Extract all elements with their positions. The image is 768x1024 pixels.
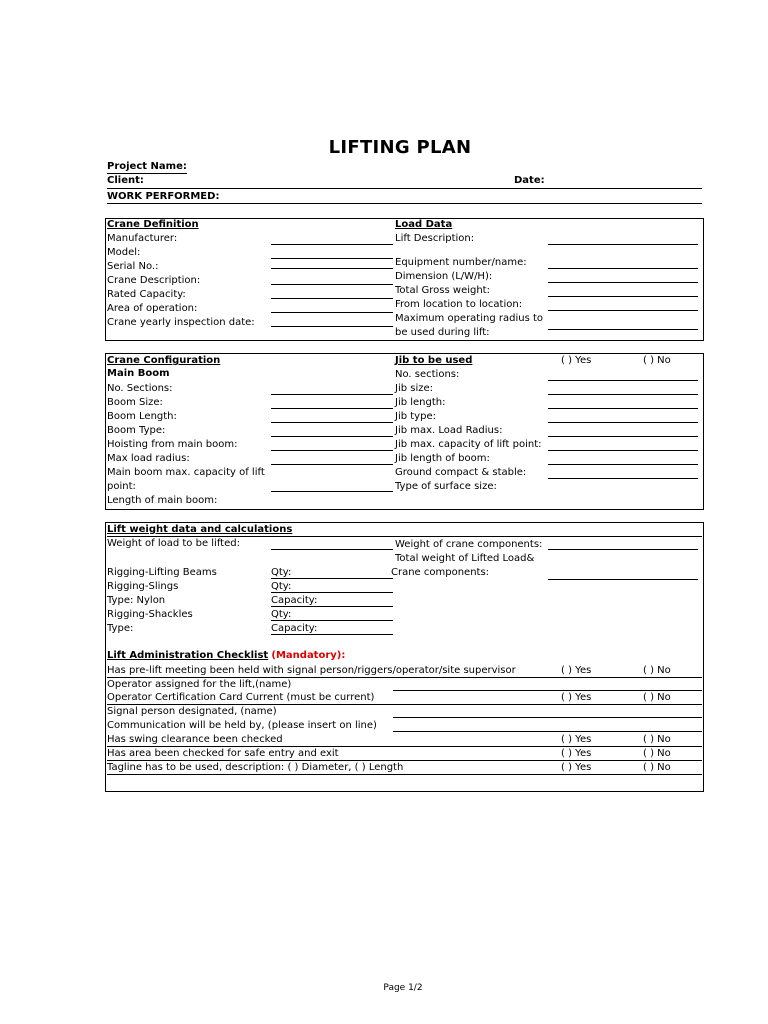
communication-field[interactable]: [393, 731, 702, 732]
jib-length-label: Jib length:: [395, 397, 446, 408]
max-load-radius-field[interactable]: [271, 464, 393, 465]
jib-size-field[interactable]: [548, 394, 698, 395]
rigging-shackles-label: Rigging-Shackles: [107, 609, 193, 620]
page-number: Page 1/2: [383, 983, 423, 993]
area-operation-field[interactable]: [271, 312, 393, 313]
model-field[interactable]: [271, 258, 393, 259]
total-weight-label-1: Total weight of Lifted Load&: [395, 553, 535, 564]
equipment-label: Equipment number/name:: [395, 257, 527, 268]
document-title: LIFTING PLAN: [328, 137, 472, 158]
jib-sections-field[interactable]: [548, 380, 698, 381]
from-to-label: From location to location:: [395, 299, 523, 310]
prelift-yes-option[interactable]: ( ) Yes: [561, 665, 592, 676]
checklist-item-operator: Operator assigned for the lift,(name): [107, 679, 292, 690]
weight-load-field[interactable]: [271, 549, 393, 550]
jib-yes-option[interactable]: ( ) Yes: [561, 355, 592, 366]
checklist-item-area: Has area been checked for safe entry and exit: [107, 748, 339, 759]
nylon-capacity-field[interactable]: [271, 606, 393, 607]
manufacturer-label: Manufacturer:: [107, 233, 178, 244]
radius-label-2: be used during lift:: [395, 327, 490, 338]
lift-weight-heading-line: [107, 536, 702, 537]
checklist-row-line: [107, 746, 702, 747]
jib-type-label: Jib type:: [395, 411, 436, 422]
jib-size-label: Jib size:: [395, 383, 434, 394]
boom-capacity-field[interactable]: [271, 491, 393, 492]
boom-sections-field[interactable]: [271, 394, 393, 395]
from-to-field[interactable]: [548, 310, 698, 311]
shackles-qty-label: Qty:: [271, 609, 292, 620]
area-operation-label: Area of operation:: [107, 303, 198, 314]
boom-capacity-label-2: point:: [107, 481, 136, 492]
boom-type-label: Boom Type:: [107, 425, 166, 436]
project-name-label: Project Name:: [107, 161, 187, 172]
jib-type-field[interactable]: [548, 422, 698, 423]
certification-yes-option[interactable]: ( ) Yes: [561, 692, 592, 703]
surface-type-label: Type of surface size:: [395, 481, 497, 492]
crane-description-label: Crane Description:: [107, 275, 201, 286]
type-nylon-label: Type: Nylon: [107, 595, 166, 606]
jib-max-radius-field[interactable]: [548, 436, 698, 437]
operator-name-field[interactable]: [393, 690, 702, 691]
max-load-radius-label: Max load radius:: [107, 453, 190, 464]
slings-qty-field[interactable]: [271, 592, 393, 593]
jib-max-capacity-label: Jib max. capacity of lift point:: [395, 439, 542, 450]
boom-capacity-label-1: Main boom max. capacity of lift: [107, 467, 265, 478]
signal-person-field[interactable]: [393, 717, 702, 718]
model-label: Model:: [107, 247, 141, 258]
tagline-no-option[interactable]: ( ) No: [643, 762, 671, 773]
main-boom-length-label: Length of main boom:: [107, 495, 218, 506]
dimension-label: Dimension (L/W/H):: [395, 271, 493, 282]
ground-compact-label: Ground compact & stable:: [395, 467, 527, 478]
checklist-item-signal: Signal person designated, (name): [107, 706, 277, 717]
jib-no-option[interactable]: ( ) No: [643, 355, 671, 366]
shackle-capacity-label: Capacity:: [271, 623, 318, 634]
lift-weight-heading: Lift weight data and calculations: [107, 524, 293, 535]
work-performed-label: WORK PERFORMED:: [107, 191, 220, 202]
checklist-row-line: [107, 704, 702, 705]
boom-type-field[interactable]: [271, 436, 393, 437]
client-label: Client:: [107, 175, 144, 186]
boom-sections-label: No. Sections:: [107, 383, 173, 394]
radius-field[interactable]: [548, 329, 698, 330]
checklist-item-communication: Communication will be held by, (please insert on line): [107, 720, 377, 731]
jib-length-boom-field[interactable]: [548, 464, 698, 465]
client-line: [107, 188, 702, 189]
rigging-slings-label: Rigging-Slings: [107, 581, 179, 592]
shackle-capacity-field[interactable]: [271, 634, 393, 635]
checklist-heading-row: [107, 650, 345, 662]
jib-heading: Jib to be used: [395, 355, 473, 366]
equipment-field[interactable]: [548, 268, 698, 269]
rated-capacity-label: Rated Capacity:: [107, 289, 186, 300]
area-yes-option[interactable]: ( ) Yes: [561, 748, 592, 759]
crane-definition-heading: Crane Definition: [107, 219, 199, 230]
serial-label: Serial No.:: [107, 261, 159, 272]
prelift-no-option[interactable]: ( ) No: [643, 665, 671, 676]
shackle-type-label: Type:: [107, 623, 134, 634]
nylon-capacity-label: Capacity:: [271, 595, 318, 606]
mandatory-label: (Mandatory):: [271, 650, 346, 661]
boom-length-field[interactable]: [271, 422, 393, 423]
checklist-item-swing: Has swing clearance been checked: [107, 734, 283, 745]
rigging-beams-label: Rigging-Lifting Beams: [107, 567, 217, 578]
checklist-row-line: [107, 677, 702, 678]
jib-length-boom-label: Jib length of boom:: [395, 453, 490, 464]
certification-no-option[interactable]: ( ) No: [643, 692, 671, 703]
boom-size-field[interactable]: [271, 408, 393, 409]
gross-weight-label: Total Gross weight:: [395, 285, 490, 296]
area-no-option[interactable]: ( ) No: [643, 748, 671, 759]
jib-max-radius-label: Jib max. Load Radius:: [395, 425, 503, 436]
total-weight-label-2: Crane components:: [391, 567, 490, 578]
jib-length-field[interactable]: [548, 408, 698, 409]
weight-components-field[interactable]: [548, 549, 698, 550]
main-boom-heading: Main Boom: [107, 368, 170, 379]
dimension-field[interactable]: [548, 282, 698, 283]
swing-yes-option[interactable]: ( ) Yes: [561, 734, 592, 745]
hoisting-field[interactable]: [271, 450, 393, 451]
checklist-item-certification: Operator Certification Card Current (must be current): [107, 692, 375, 703]
inspection-date-label: Crane yearly inspection date:: [107, 317, 255, 328]
radius-label-1: Maximum operating radius to: [395, 313, 544, 324]
beams-qty-field[interactable]: [271, 578, 393, 579]
crane-description-field[interactable]: [271, 284, 393, 285]
swing-no-option[interactable]: ( ) No: [643, 734, 671, 745]
rated-capacity-field[interactable]: [271, 298, 393, 299]
hoisting-label: Hoisting from main boom:: [107, 439, 238, 450]
manufacturer-field[interactable]: [271, 244, 393, 245]
load-data-heading: Load Data: [395, 219, 453, 230]
crane-configuration-heading: Crane Configuration: [107, 355, 221, 366]
work-performed-line: [107, 203, 702, 204]
gross-weight-field[interactable]: [548, 296, 698, 297]
boom-size-label: Boom Size:: [107, 397, 163, 408]
checklist-row-line: [107, 760, 702, 761]
checklist-item-tagline: Tagline has to be used, description: ( ) Diameter, ( ) Length: [107, 762, 404, 773]
checklist-heading: Lift Administration Checklist: [107, 650, 269, 661]
shackles-qty-field[interactable]: [271, 620, 393, 621]
lift-description-field[interactable]: [548, 244, 698, 245]
checklist-item-prelift: Has pre-lift meeting been held with signal person/riggers/operator/site supervisor: [107, 665, 516, 676]
weight-load-label: Weight of load to be lifted:: [107, 538, 240, 549]
ground-compact-field[interactable]: [548, 478, 698, 479]
total-weight-field[interactable]: [548, 579, 698, 580]
slings-qty-label: Qty:: [271, 581, 292, 592]
beams-qty-label: Qty:: [271, 567, 292, 578]
tagline-yes-option[interactable]: ( ) Yes: [561, 762, 592, 773]
jib-sections-label: No. sections:: [395, 369, 460, 380]
serial-field[interactable]: [271, 268, 393, 269]
checklist-row-line: [107, 774, 702, 775]
project-name-underline: [107, 173, 187, 174]
inspection-date-field[interactable]: [271, 326, 393, 327]
lift-description-label: Lift Description:: [395, 233, 475, 244]
boom-length-label: Boom Length:: [107, 411, 177, 422]
weight-components-label: Weight of crane components:: [395, 539, 543, 550]
jib-max-capacity-field[interactable]: [548, 450, 698, 451]
date-label: Date:: [514, 175, 545, 186]
